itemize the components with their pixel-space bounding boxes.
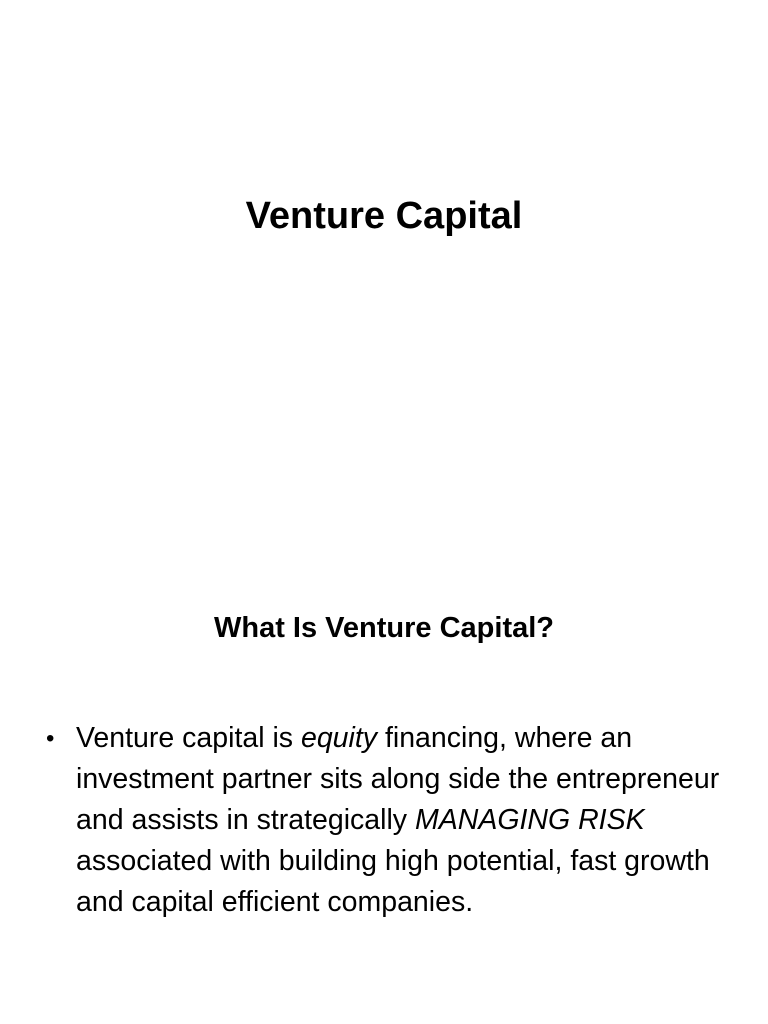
slide-1-title: Venture Capital bbox=[245, 195, 523, 237]
bullet-emphasis-managing-risk: MANAGING RISK bbox=[414, 804, 645, 836]
bullet-list bbox=[46, 718, 726, 923]
slide-definition bbox=[0, 560, 768, 1024]
bullet-emphasis-equity: equity bbox=[300, 722, 378, 754]
bullet-text-part-3: associated with building high potential, fast growth and capital efficient companies. bbox=[76, 845, 710, 918]
bullet-text-part-2: financing, where an investment partner sits along side the entrepreneur and assists in strategically bbox=[76, 722, 720, 836]
slide-2-title: What Is Venture Capital? bbox=[214, 612, 554, 644]
bullet-text-part-1: Venture capital is bbox=[76, 722, 301, 754]
bullet-item bbox=[46, 718, 726, 923]
bullet-marker: • bbox=[46, 725, 55, 752]
bullet-text bbox=[76, 722, 719, 918]
